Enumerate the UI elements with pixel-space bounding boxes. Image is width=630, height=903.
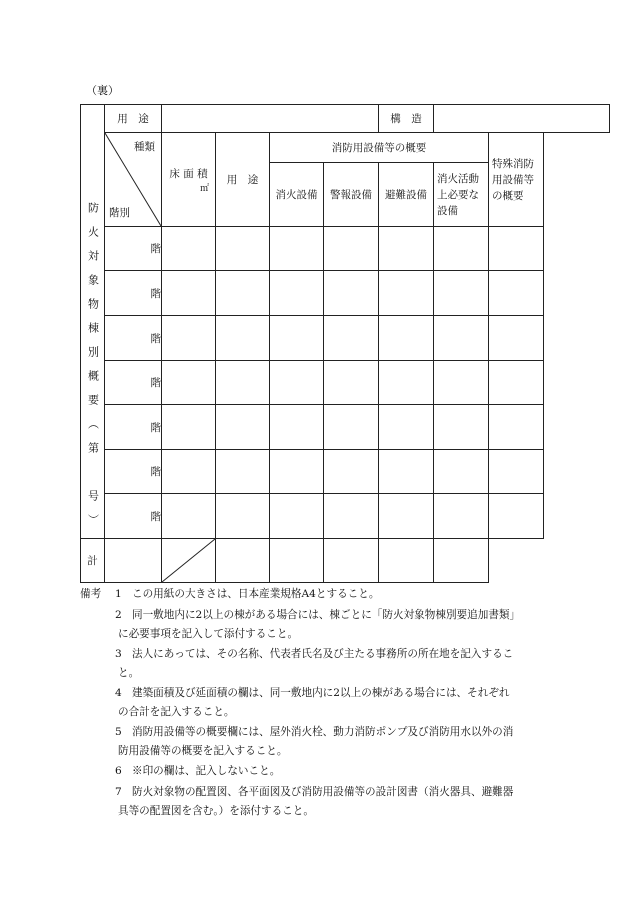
note-text: 消防用設備等の概要欄には、屋外消火栓、動力消防ポンプ及び消防用水以外の消 <box>132 726 514 738</box>
evacuation-cell[interactable] <box>379 450 434 494</box>
special-equipment-cell[interactable] <box>489 405 544 450</box>
note-text: 防火対象物の配置図、各平面図及び消防用設備等の設計図書（消火器具、避難器 <box>132 786 514 798</box>
note-text-continued: に必要事項を記入して添付すること。 <box>118 628 299 640</box>
note-number: 4 <box>115 687 122 699</box>
fire-extinguishing-cell[interactable] <box>270 405 324 450</box>
total-row <box>81 539 610 583</box>
firefighting-cell[interactable] <box>434 271 489 316</box>
usage-label: 用 途 <box>105 105 162 133</box>
alarm-cell[interactable] <box>324 316 379 361</box>
alarm-equipment-header: 警報設備 <box>324 163 379 227</box>
usage-cell[interactable] <box>216 405 270 450</box>
table-row <box>81 450 610 494</box>
floor-label: 階 <box>105 405 162 450</box>
fire-extinguishing-cell[interactable] <box>270 316 324 361</box>
fire-extinguishing-cell[interactable] <box>270 361 324 405</box>
special-equipment-cell[interactable] <box>489 361 544 405</box>
table-row <box>81 494 610 539</box>
usage-cell[interactable] <box>216 271 270 316</box>
note-text: 建築面積及び延面積の欄は、同一敷地内に2以上の棟がある場合には、それぞれ <box>132 687 510 699</box>
total-alarm-cell[interactable] <box>270 539 324 583</box>
corner-top-label: 種類 <box>134 141 155 153</box>
total-evacuation-cell[interactable] <box>324 539 379 583</box>
table-row <box>81 361 610 405</box>
usage-cell[interactable] <box>216 316 270 361</box>
floor-area-cell[interactable] <box>162 361 216 405</box>
corner-bottom-label: 階別 <box>109 207 130 219</box>
floor-label: 階 <box>105 450 162 494</box>
evacuation-cell[interactable] <box>379 227 434 271</box>
page-side-label: （裏） <box>86 84 119 97</box>
note-number: 3 <box>115 648 122 660</box>
evacuation-cell[interactable] <box>379 361 434 405</box>
firefighting-cell[interactable] <box>434 405 489 450</box>
floor-area-cell[interactable] <box>162 271 216 316</box>
table-row <box>81 227 610 271</box>
usage-column-header: 用 途 <box>216 133 270 227</box>
note-text-continued: 防用設備等の概要を記入すること。 <box>118 745 288 757</box>
strike-diagonal-line <box>162 539 215 582</box>
floor-area-unit: ㎡ <box>199 183 209 194</box>
firefighting-cell[interactable] <box>434 361 489 405</box>
usage-cell[interactable] <box>216 494 270 539</box>
evacuation-equipment-header: 避難設備 <box>379 163 434 227</box>
total-special-equipment-cell[interactable] <box>434 539 489 583</box>
usage-cell[interactable] <box>216 361 270 405</box>
floor-label: 階 <box>105 361 162 405</box>
alarm-cell[interactable] <box>324 450 379 494</box>
fire-extinguishing-cell[interactable] <box>270 227 324 271</box>
floor-area-header <box>162 133 216 227</box>
alarm-cell[interactable] <box>324 494 379 539</box>
evacuation-cell[interactable] <box>379 271 434 316</box>
notes-title: 備考 <box>80 588 102 600</box>
note-text: 同一敷地内に2以上の棟がある場合には、棟ごとに「防火対象物棟別要追加書類」 <box>132 609 521 621</box>
note-number: 1 <box>115 588 122 600</box>
note-number: 7 <box>115 786 122 798</box>
total-floor-area-cell[interactable] <box>105 539 162 583</box>
total-fire-extinguishing-cell[interactable] <box>216 539 270 583</box>
corner-cell <box>105 133 162 227</box>
alarm-cell[interactable] <box>324 227 379 271</box>
building-summary-table <box>80 104 610 583</box>
firefighting-cell[interactable] <box>434 450 489 494</box>
fire-extinguishing-cell[interactable] <box>270 271 324 316</box>
structure-field[interactable] <box>434 105 610 133</box>
alarm-cell[interactable] <box>324 405 379 450</box>
total-usage-cell-struck <box>162 539 216 583</box>
fire-extinguishing-header: 消火設備 <box>270 163 324 227</box>
note-text-continued: と。 <box>118 667 140 679</box>
equipment-group-header: 消防用設備等の概要 <box>270 133 489 163</box>
floor-area-cell[interactable] <box>162 227 216 271</box>
special-equipment-cell[interactable] <box>489 450 544 494</box>
note-text: 法人にあっては、その名称、代表者氏名及び主たる事務所の所在地を記入するこ <box>132 648 514 660</box>
fire-extinguishing-cell[interactable] <box>270 494 324 539</box>
floor-area-label: 床 面 積 <box>169 167 208 180</box>
special-equipment-cell[interactable] <box>489 271 544 316</box>
floor-label: 階 <box>105 494 162 539</box>
firefighting-cell[interactable] <box>434 494 489 539</box>
floor-label: 階 <box>105 227 162 271</box>
note-text: ※印の欄は、記入しないこと。 <box>132 765 281 777</box>
special-equipment-cell[interactable] <box>489 316 544 361</box>
note-number: 2 <box>115 609 122 621</box>
note-text: この用紙の大きさは、日本産業規格A4とすること。 <box>132 588 380 600</box>
floor-area-cell[interactable] <box>162 316 216 361</box>
floor-area-cell[interactable] <box>162 405 216 450</box>
floor-label: 階 <box>105 316 162 361</box>
note-text-continued: の合計を記入すること。 <box>118 706 235 718</box>
floor-area-cell[interactable] <box>162 494 216 539</box>
alarm-cell[interactable] <box>324 271 379 316</box>
fire-extinguishing-cell[interactable] <box>270 450 324 494</box>
evacuation-cell[interactable] <box>379 405 434 450</box>
usage-cell[interactable] <box>216 450 270 494</box>
alarm-cell[interactable] <box>324 361 379 405</box>
floor-label: 階 <box>105 271 162 316</box>
note-number: 5 <box>115 726 122 738</box>
note-number: 6 <box>115 765 122 777</box>
special-equipment-cell[interactable] <box>489 494 544 539</box>
evacuation-cell[interactable] <box>379 316 434 361</box>
firefighting-cell[interactable] <box>434 316 489 361</box>
firefighting-cell[interactable] <box>434 227 489 271</box>
floor-area-cell[interactable] <box>162 450 216 494</box>
vertical-title: 防火対象物棟別概要（第 号） <box>86 201 100 538</box>
total-label: 計 <box>81 539 105 583</box>
table-row <box>81 271 610 316</box>
usage-field[interactable] <box>162 105 379 133</box>
structure-label: 構 造 <box>379 105 434 133</box>
table-row <box>81 405 610 450</box>
special-equipment-cell[interactable] <box>489 227 544 271</box>
table-row <box>81 316 610 361</box>
special-equipment-header: 特殊消防用設備等の概要 <box>489 133 544 227</box>
total-firefighting-cell[interactable] <box>379 539 434 583</box>
vertical-title-cell <box>81 105 105 539</box>
usage-cell[interactable] <box>216 227 270 271</box>
evacuation-cell[interactable] <box>379 494 434 539</box>
firefighting-equipment-header: 消火活動上必要な設備 <box>434 163 489 227</box>
note-text-continued: 具等の配置図を含む。）を添付すること。 <box>118 805 314 817</box>
